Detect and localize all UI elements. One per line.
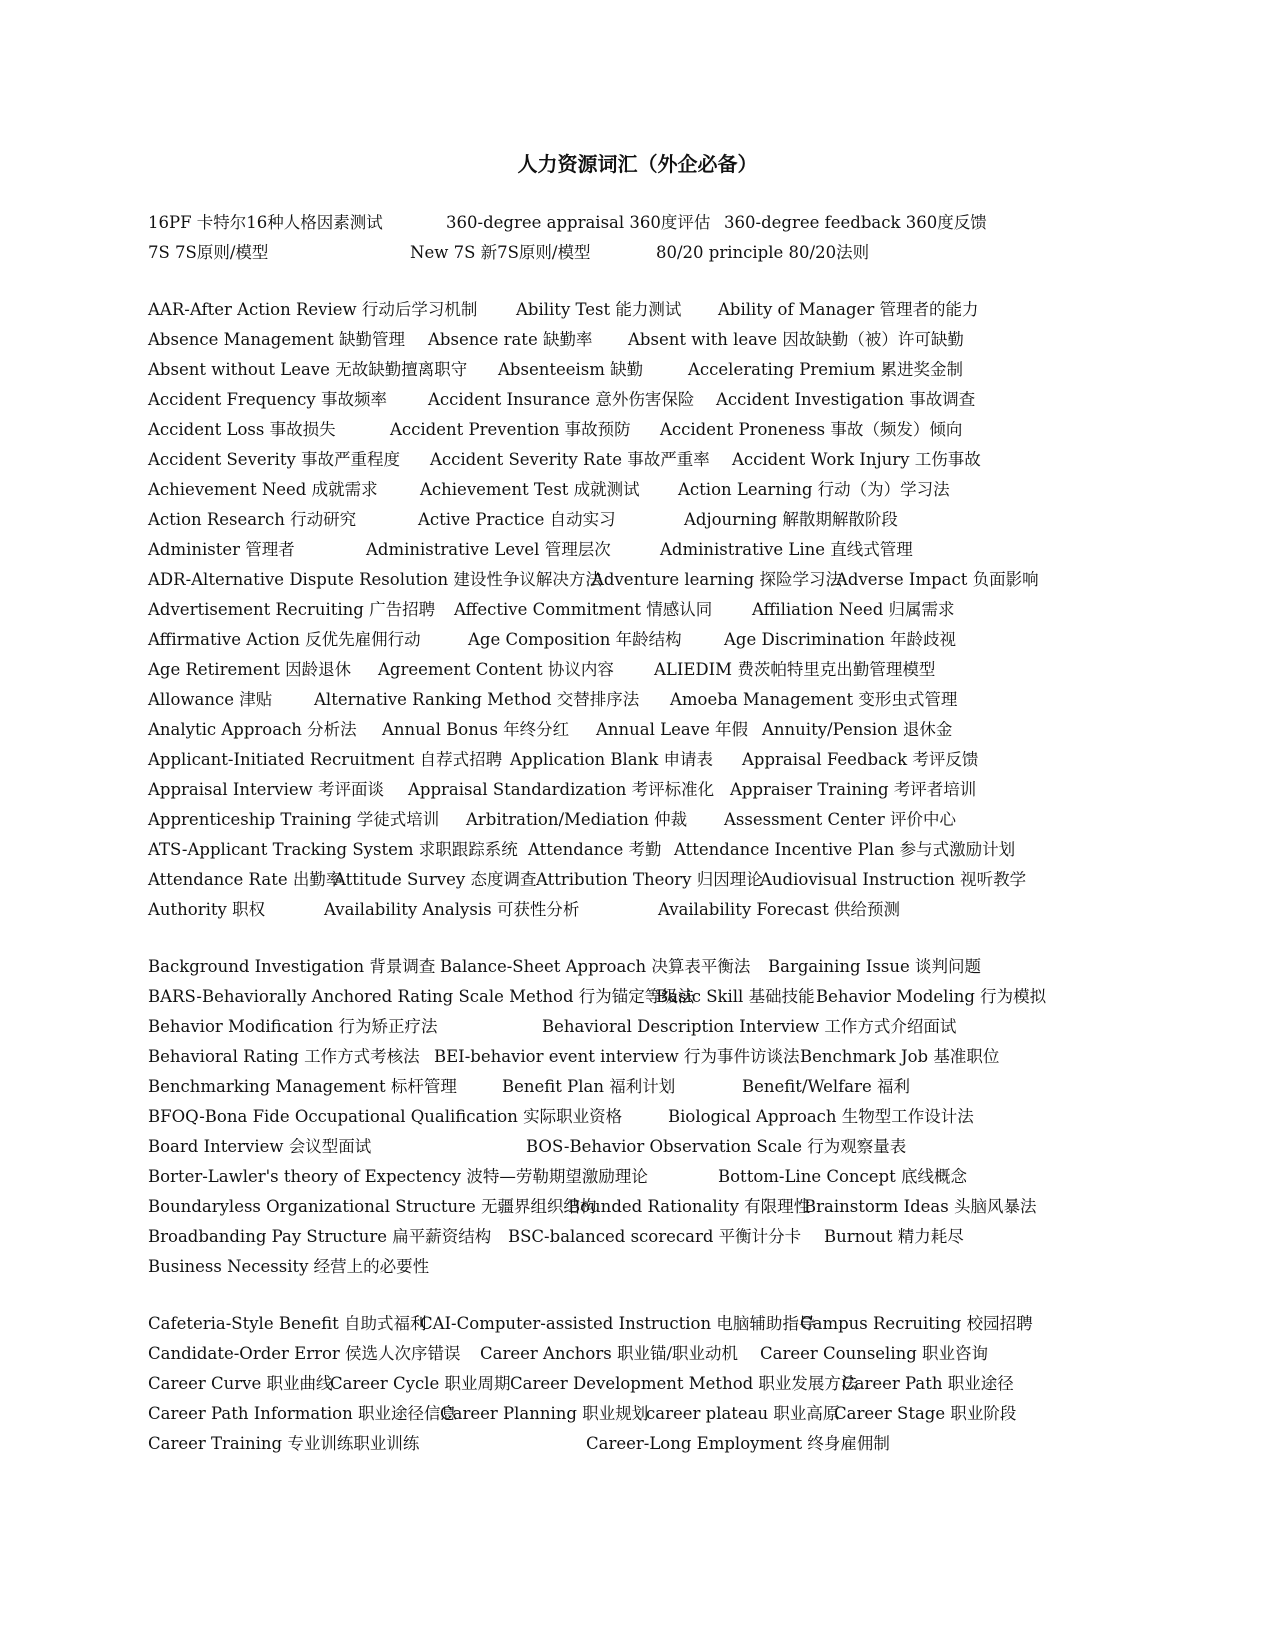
glossary-term: career plateau 职业高原 (646, 1404, 840, 1423)
glossary-term: Alternative Ranking Method 交替排序法 (314, 690, 640, 709)
glossary-term: Benchmarking Management 标杆管理 (148, 1077, 457, 1096)
glossary-term: Ability Test 能力测试 (516, 300, 682, 319)
glossary-line (148, 295, 1148, 325)
glossary-term: Borter-Lawler's theory of Expectency 波特—劳勒期望激励理论 (148, 1167, 648, 1186)
glossary-line (148, 355, 1148, 385)
glossary-term: Behavior Modeling 行为模拟 (816, 987, 1047, 1006)
glossary-line (148, 1369, 1148, 1399)
glossary-line (148, 775, 1148, 805)
glossary-term: Advertisement Recruiting 广告招聘 (148, 600, 436, 619)
glossary-term: Appraiser Training 考评者培训 (730, 780, 977, 799)
glossary-line (148, 835, 1148, 865)
glossary-term: Bottom-Line Concept 底线概念 (718, 1167, 967, 1186)
glossary-term: Campus Recruiting 校园招聘 (800, 1314, 1033, 1333)
glossary-term: Attendance Incentive Plan 参与式激励计划 (674, 840, 1016, 859)
glossary-term: Behavioral Description Interview 工作方式介绍面试 (542, 1017, 957, 1036)
glossary-line (148, 1102, 1148, 1132)
glossary-term: Apprenticeship Training 学徒式培训 (148, 810, 440, 829)
glossary-term: Audiovisual Instruction 视听教学 (760, 870, 1027, 889)
glossary-term: Boundaryless Organizational Structure 无疆界组织结构 (148, 1197, 597, 1216)
glossary-term: ALIEDIM 费茨帕特里克出勤管理模型 (654, 660, 936, 679)
glossary-term: 360-degree appraisal 360度评估 (446, 213, 711, 232)
glossary-term: New 7S 新7S原则/模型 (410, 243, 591, 262)
glossary-term: Amoeba Management 变形虫式管理 (670, 690, 958, 709)
glossary-line (148, 655, 1148, 685)
glossary-term: Accident Severity 事故严重程度 (148, 450, 401, 469)
glossary-term: Accident Proneness 事故（频发）倾向 (660, 420, 963, 439)
glossary-term: Attendance 考勤 (528, 840, 662, 859)
glossary-term: Accelerating Premium 累进奖金制 (688, 360, 963, 379)
glossary-line (148, 535, 1148, 565)
glossary-line (148, 1012, 1148, 1042)
glossary-term: Appraisal Standardization 考评标准化 (408, 780, 715, 799)
glossary-line (148, 1222, 1148, 1252)
glossary-term: Career Curve 职业曲线 (148, 1374, 333, 1393)
glossary-line (148, 745, 1148, 775)
glossary-line (148, 565, 1148, 595)
glossary-term: Appraisal Feedback 考评反馈 (742, 750, 979, 769)
glossary-term: Allowance 津贴 (148, 690, 273, 709)
section-gap (148, 1282, 1148, 1309)
glossary-line (148, 715, 1148, 745)
glossary-term: Career Path Information 职业途径信息 (148, 1404, 457, 1423)
glossary-term: Adjourning 解散期解散阶段 (684, 510, 898, 529)
glossary-term: Attitude Survey 态度调查 (334, 870, 537, 889)
glossary-term: Ability of Manager 管理者的能力 (718, 300, 979, 319)
page-title: 人力资源词汇（外企必备） (517, 152, 758, 176)
glossary-term: Benefit/Welfare 福利 (742, 1077, 910, 1096)
glossary-term: ADR-Alternative Dispute Resolution 建设性争议解决方法 (148, 570, 602, 589)
glossary-line (148, 1192, 1148, 1222)
glossary-term: Accident Loss 事故损失 (148, 420, 336, 439)
glossary-term: Accident Investigation 事故调查 (716, 390, 976, 409)
glossary-term: Benefit Plan 福利计划 (502, 1077, 676, 1096)
glossary-term: Career Planning 职业规划 (440, 1404, 649, 1423)
glossary-line (148, 475, 1148, 505)
glossary-line (148, 1399, 1148, 1429)
glossary-term: Career Counseling 职业咨询 (760, 1344, 989, 1363)
glossary-term: Biological Approach 生物型工作设计法 (668, 1107, 974, 1126)
glossary-term: Affirmative Action 反优先雇佣行动 (148, 630, 421, 649)
glossary-term: Analytic Approach 分析法 (148, 720, 357, 739)
glossary-term: Availability Analysis 可获性分析 (324, 900, 580, 919)
glossary-term: Affective Commitment 情感认同 (454, 600, 713, 619)
glossary-line (148, 1132, 1148, 1162)
glossary-line (148, 952, 1148, 982)
glossary-line (148, 505, 1148, 535)
glossary-line (148, 445, 1148, 475)
glossary-term: Adventure learning 探险学习法 (592, 570, 842, 589)
glossary-term: Accident Insurance 意外伤害保险 (428, 390, 695, 409)
glossary-line (148, 415, 1148, 445)
glossary-line (148, 595, 1148, 625)
glossary-term: Action Research 行动研究 (148, 510, 357, 529)
glossary-term: Absence rate 缺勤率 (428, 330, 593, 349)
glossary-term: Basic Skill 基础技能 (656, 987, 815, 1006)
glossary-term: Absence Management 缺勤管理 (148, 330, 406, 349)
glossary-line (148, 1339, 1148, 1369)
glossary-term: Accident Frequency 事故频率 (148, 390, 387, 409)
glossary-term: Applicant-Initiated Recruitment 自荐式招聘 (148, 750, 503, 769)
glossary-term: Accident Severity Rate 事故严重率 (430, 450, 710, 469)
glossary-line (148, 1429, 1148, 1459)
glossary-term: Arbitration/Mediation 仲裁 (466, 810, 688, 829)
glossary-term: BSC-balanced scorecard 平衡计分卡 (508, 1227, 802, 1246)
glossary-term: Bargaining Issue 谈判问题 (768, 957, 981, 976)
glossary-line (148, 1072, 1148, 1102)
glossary-term: Annual Bonus 年终分红 (382, 720, 570, 739)
glossary-term: Availability Forecast 供给预测 (658, 900, 900, 919)
glossary-line (148, 385, 1148, 415)
glossary-term: Absent without Leave 无故缺勤擅离职守 (148, 360, 468, 379)
glossary-term: BFOQ-Bona Fide Occupational Qualification 实际职业资格 (148, 1107, 623, 1126)
glossary-term: Business Necessity 经营上的必要性 (148, 1257, 430, 1276)
glossary-term: Candidate-Order Error 侯选人次序错误 (148, 1344, 461, 1363)
glossary-term: Age Discrimination 年龄歧视 (724, 630, 956, 649)
glossary-term: Bounded Rationality 有限理性 (568, 1197, 811, 1216)
glossary-term: Attendance Rate 出勤率 (148, 870, 343, 889)
glossary-line (148, 325, 1148, 355)
glossary-term: Administrative Level 管理层次 (366, 540, 611, 559)
glossary-term: Broadbanding Pay Structure 扁平薪资结构 (148, 1227, 492, 1246)
glossary-term: 360-degree feedback 360度反馈 (724, 213, 987, 232)
glossary-line (148, 208, 1148, 238)
glossary-line (148, 805, 1148, 835)
glossary-term: 80/20 principle 80/20法则 (656, 243, 870, 262)
glossary-term: AAR-After Action Review 行动后学习机制 (148, 300, 478, 319)
glossary-line (148, 1309, 1148, 1339)
glossary-term: Behavioral Rating 工作方式考核法 (148, 1047, 420, 1066)
glossary-term: Age Retirement 因龄退休 (148, 660, 352, 679)
glossary-term: Burnout 精力耗尽 (824, 1227, 964, 1246)
glossary-term: Adverse Impact 负面影响 (836, 570, 1039, 589)
glossary-term: Administrative Line 直线式管理 (660, 540, 913, 559)
glossary-term: BOS-Behavior Observation Scale 行为观察量表 (526, 1137, 907, 1156)
glossary-line (148, 865, 1148, 895)
glossary-term: ATS-Applicant Tracking System 求职跟踪系统 (148, 840, 518, 859)
glossary-term: Annual Leave 年假 (596, 720, 749, 739)
glossary-term: Active Practice 自动实习 (418, 510, 616, 529)
glossary-term: Appraisal Interview 考评面谈 (148, 780, 385, 799)
glossary-line (148, 982, 1148, 1012)
glossary-line (148, 1252, 1148, 1282)
glossary-term: Accident Prevention 事故预防 (390, 420, 631, 439)
glossary-term: Achievement Test 成就测试 (420, 480, 640, 499)
glossary-line (148, 238, 1148, 268)
glossary-term: Background Investigation 背景调查 (148, 957, 436, 976)
glossary-line (148, 625, 1148, 655)
glossary-term: CAI-Computer-assisted Instruction 电脑辅助指导 (420, 1314, 816, 1333)
glossary-term: 16PF 卡特尔16种人格因素测试 (148, 213, 383, 232)
glossary-term: Affiliation Need 归属需求 (752, 600, 955, 619)
glossary-term: Absenteeism 缺勤 (498, 360, 644, 379)
glossary-term: Annuity/Pension 退休金 (762, 720, 953, 739)
glossary-term: Board Interview 会议型面试 (148, 1137, 372, 1156)
glossary-term: BARS-Behaviorally Anchored Rating Scale Method 行为锚定等级法 (148, 987, 695, 1006)
glossary-term: Attribution Theory 归因理论 (536, 870, 763, 889)
glossary-term: Career Anchors 职业锚/职业动机 (480, 1344, 739, 1363)
glossary-term: Cafeteria-Style Benefit 自助式福利 (148, 1314, 427, 1333)
glossary-line (148, 1162, 1148, 1192)
glossary-line (148, 895, 1148, 925)
glossary-term: Accident Work Injury 工伤事故 (732, 450, 981, 469)
section-gap (148, 268, 1148, 295)
glossary-term: Action Learning 行动（为）学习法 (678, 480, 950, 499)
glossary-term: Assessment Center 评价中心 (724, 810, 957, 829)
glossary-term: Authority 职权 (148, 900, 266, 919)
glossary-term: Administer 管理者 (148, 540, 295, 559)
glossary-term: Age Composition 年龄结构 (468, 630, 682, 649)
glossary-term: Career Stage 职业阶段 (834, 1404, 1017, 1423)
glossary-term: Career-Long Employment 终身雇佣制 (586, 1434, 890, 1453)
glossary-term: Brainstorm Ideas 头脑风暴法 (804, 1197, 1037, 1216)
glossary-body (148, 208, 1148, 1459)
glossary-line (148, 1042, 1148, 1072)
glossary-term: Career Cycle 职业周期 (330, 1374, 511, 1393)
glossary-term: 7S 7S原则/模型 (148, 243, 269, 262)
glossary-term: Achievement Need 成就需求 (148, 480, 378, 499)
glossary-line (148, 685, 1148, 715)
section-gap (148, 925, 1148, 952)
glossary-term: Career Development Method 职业发展方法 (510, 1374, 858, 1393)
glossary-term: Career Path 职业途径 (842, 1374, 1014, 1393)
glossary-term: Balance-Sheet Approach 决算表平衡法 (440, 957, 751, 976)
glossary-term: BEI-behavior event interview 行为事件访谈法 (434, 1047, 800, 1066)
glossary-term: Application Blank 申请表 (510, 750, 713, 769)
glossary-term: Agreement Content 协议内容 (378, 660, 614, 679)
glossary-term: Benchmark Job 基准职位 (800, 1047, 1000, 1066)
glossary-term: Absent with leave 因故缺勤（被）许可缺勤 (628, 330, 964, 349)
glossary-term: Behavior Modification 行为矫正疗法 (148, 1017, 438, 1036)
glossary-term: Career Training 专业训练职业训练 (148, 1434, 420, 1453)
